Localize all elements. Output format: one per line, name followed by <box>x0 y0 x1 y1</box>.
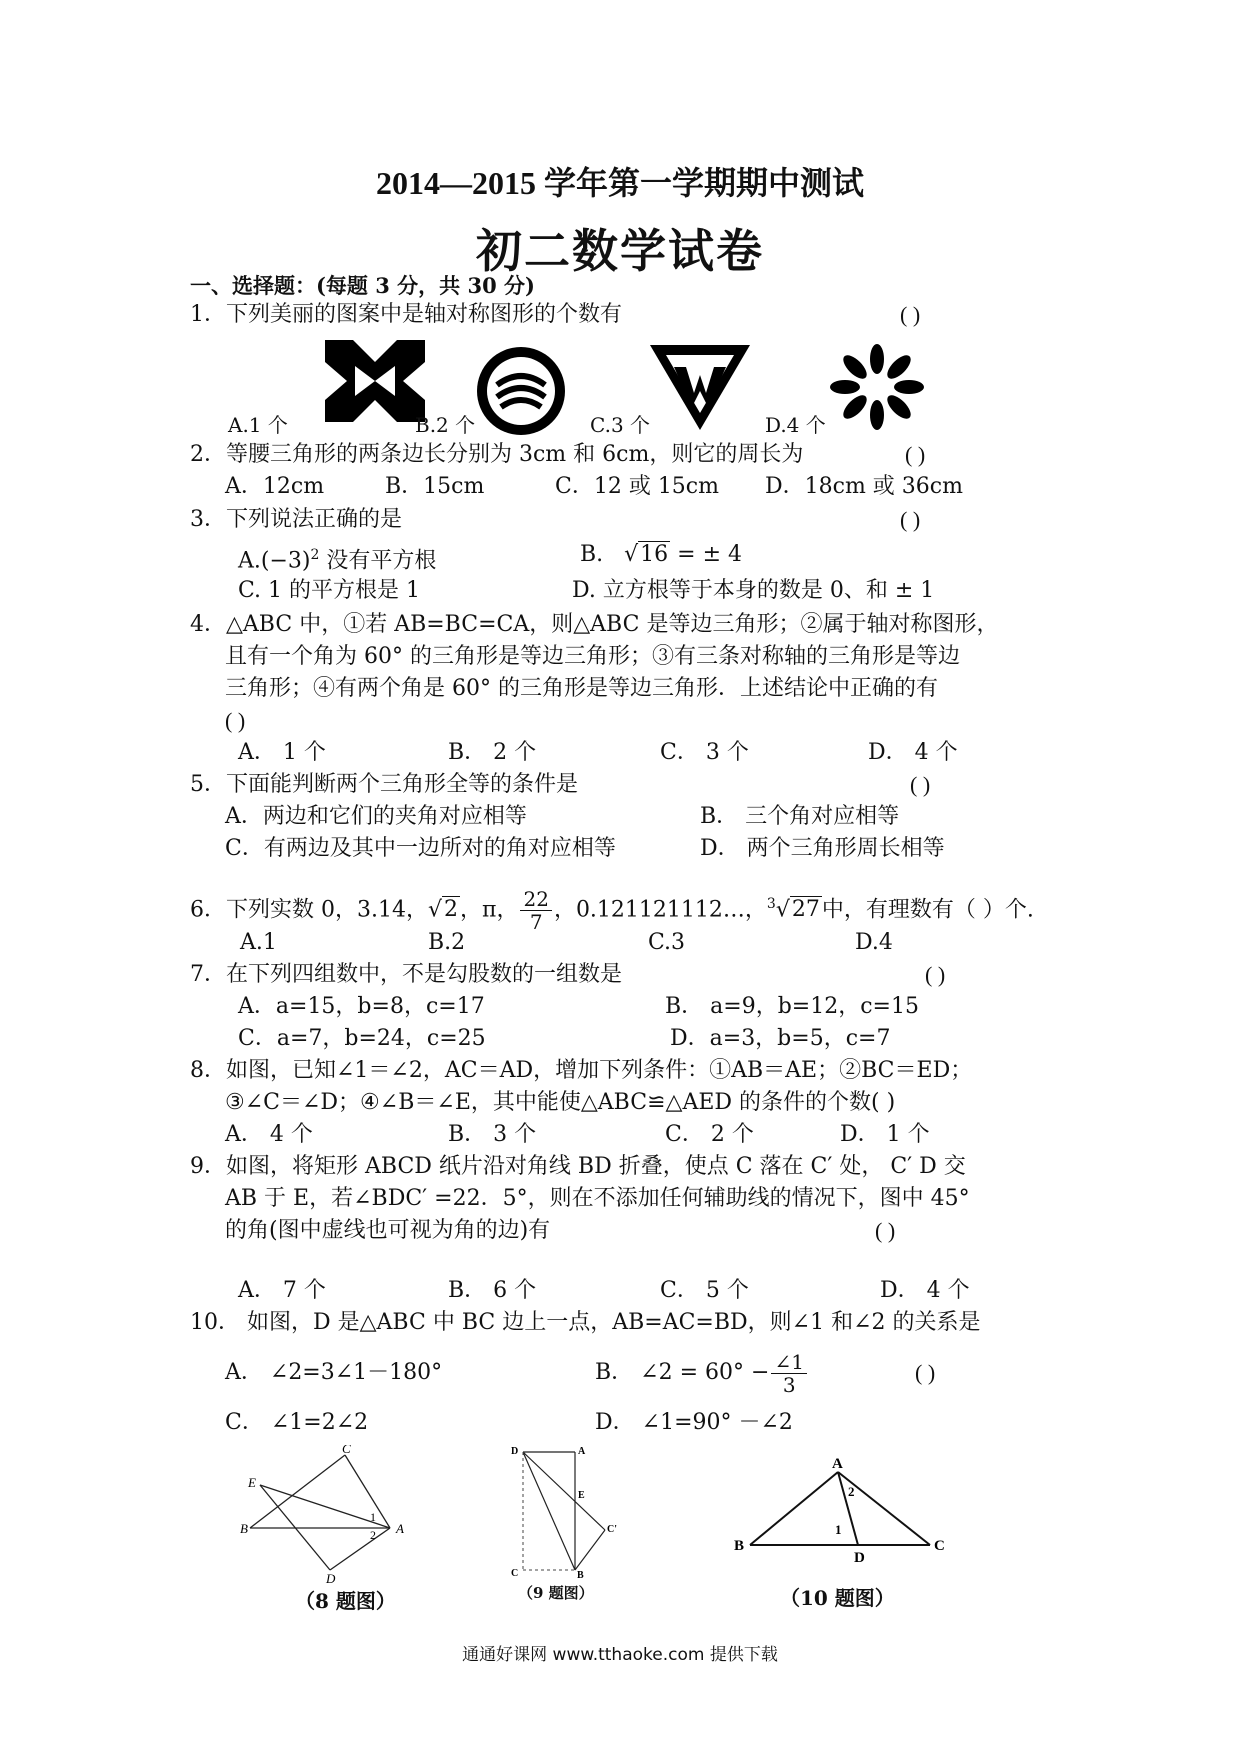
q3-b-radicand: 16 <box>640 542 669 567</box>
q8-line2: ③∠C＝∠D；④∠B＝∠E，其中能使△ABC≌△AED 的条件的个数( ) <box>225 1090 896 1115</box>
q1-stem: 1．下列美丽的图案中是轴对称图形的个数有 <box>190 302 622 327</box>
fig8-label-2: 2 <box>370 1528 376 1542</box>
q6-sqrt2: 2 <box>444 897 459 923</box>
q10-b-fraction <box>771 1351 806 1396</box>
q9-option-c: C． 5 个 <box>660 1278 749 1303</box>
q9-line2: AB 于 E，若∠BDC′ =22．5°，则在不添加任何辅助线的情况下，图中 45° <box>225 1186 970 1211</box>
fig10-label-1: 1 <box>835 1522 842 1537</box>
q8-option-c: C． 2 个 <box>665 1122 754 1147</box>
q1-option-d: D.4 个 <box>765 413 826 437</box>
fig10-label-2: 2 <box>848 1484 855 1499</box>
fig8-label-b: B <box>240 1521 248 1536</box>
q7-answer-paren: ( ) <box>925 962 946 987</box>
q9-option-d: D． 4 个 <box>880 1278 970 1303</box>
figure-9-caption: （9 题图） <box>518 1584 594 1602</box>
q6-suffix: 中，有理数有（ ）个. <box>821 897 1034 923</box>
q1-option-b: B.2 个 <box>415 413 476 437</box>
figure-8-diagram <box>230 1445 420 1585</box>
q6-mid: ，0.121121112…， <box>553 897 767 923</box>
q10-stem: 10． 如图，D 是△ABC 中 BC 边上一点，AB=AC=BD，则∠1 和∠2 的关系是 <box>190 1310 981 1335</box>
fig10-line-ac <box>838 1472 930 1545</box>
fig10-label-a: A <box>832 1456 843 1472</box>
q9-option-a: A． 7 个 <box>238 1278 326 1303</box>
q10-b-den: 3 <box>782 1372 796 1397</box>
q6-option-a: A.1 <box>240 930 277 955</box>
q3-a-exp: 2 <box>310 547 320 563</box>
fig8-line-ca <box>345 1455 390 1528</box>
q3-stem: 3．下列说法正确的是 <box>190 507 402 532</box>
q10-option-b <box>595 1345 809 1401</box>
q2-option-c: C．12 或 15cm <box>555 474 719 499</box>
q5-option-d: D． 两个三角形周长相等 <box>700 836 945 861</box>
q3-b-prefix: B. <box>580 542 604 567</box>
fig10-label-b: B <box>734 1538 745 1554</box>
fig9-label-d: D <box>511 1446 519 1457</box>
q1-option-c: C.3 个 <box>590 413 651 437</box>
fig9-label-e: E <box>578 1490 585 1501</box>
q4-option-b: B． 2 个 <box>448 740 537 765</box>
q5-option-c: C．有两边及其中一边所对的角对应相等 <box>225 836 616 861</box>
q5-answer-paren: ( ) <box>910 772 931 797</box>
q3-answer-paren: ( ) <box>900 507 921 532</box>
fig8-label-d: D <box>326 1571 336 1585</box>
q4-line3: 三角形；④有两个角是 60° 的三角形是等边三角形．上述结论中正确的有 <box>225 676 938 701</box>
exam-subtitle: 初二数学试卷 <box>476 224 764 278</box>
china-mobile-logo-icon <box>475 345 567 437</box>
flower-petals-icon <box>830 343 925 431</box>
q7-option-d: D．a=3，b=5，c=7 <box>670 1026 891 1051</box>
figure-10-diagram <box>730 1450 950 1570</box>
q10-b-prefix: B． ∠2 = 60° − <box>595 1360 770 1385</box>
q6-option-d: D.4 <box>855 930 893 955</box>
figure-10-caption: （10 题图） <box>780 1586 895 1610</box>
q6-stem: 6．下列实数 0，3.14，√2，π， $\frac{22}{7}$ ，0.121121112…，$^3$√27中，有理数有（ ）个. <box>190 886 1034 934</box>
q3-a-suffix: 没有平方根 <box>319 548 437 574</box>
q6-prefix: 6．下列实数 0，3.14， <box>190 897 428 923</box>
fig9-line-c-prime-b <box>575 1530 605 1570</box>
fig9-label-a: A <box>578 1446 586 1457</box>
q3-b-suffix: = ± 4 <box>670 542 743 567</box>
fig10-label-d: D <box>854 1550 865 1566</box>
exam-title: 2014—2015 学年第一学期期中测试 <box>375 165 864 201</box>
q3-option-a <box>238 540 436 576</box>
fig9-label-c: C <box>511 1568 519 1579</box>
q4-option-c: C． 3 个 <box>660 740 749 765</box>
q2-option-a: A．12cm <box>225 474 325 499</box>
fig8-label-1: 1 <box>370 1510 376 1524</box>
q6-pi: ，π， <box>460 897 519 923</box>
q6-frac-den: 7 <box>529 909 543 934</box>
q9-answer-paren: ( ) <box>875 1218 896 1243</box>
q10-option-c: C． ∠1=2∠2 <box>225 1410 369 1435</box>
triangle-w-logo-icon <box>650 345 750 430</box>
pinwheel-logo-icon <box>325 340 425 422</box>
q4-line2: 且有一个角为 60° 的三角形是等边三角形；③有三条对称轴的三角形是等边 <box>225 644 960 669</box>
q4-option-a: A． 1 个 <box>238 740 326 765</box>
q6-fraction <box>520 888 551 933</box>
q1-option-a: A.1 个 <box>228 413 288 437</box>
q10-option-a: A． ∠2=3∠1－180° <box>225 1360 443 1385</box>
q2-option-b: B．15cm <box>385 474 485 499</box>
q3-option-b: B. √16 = ± 4 <box>580 542 743 567</box>
q8-option-b: B． 3 个 <box>448 1122 537 1147</box>
q3-a-prefix: A. <box>238 548 261 574</box>
fig9-line-dc-prime <box>523 1452 605 1530</box>
fig8-label-a: A <box>396 1521 404 1536</box>
q10-answer-paren: ( ) <box>915 1360 936 1385</box>
fig10-line-ba <box>750 1472 838 1545</box>
fig8-line-bc <box>250 1455 345 1528</box>
q8-option-d: D． 1 个 <box>840 1122 930 1147</box>
q6-option-b: B.2 <box>428 930 466 955</box>
q10-option-d: D． ∠1=90° －∠2 <box>595 1410 793 1435</box>
fig8-line-da <box>330 1528 390 1570</box>
q7-stem: 7．在下列四组数中，不是勾股数的一组数是 <box>190 962 622 987</box>
q6-cube-index: 3 <box>766 896 776 912</box>
q9-line1: 9．如图，将矩形 ABCD 纸片沿对角线 BD 折叠，使点 C 落在 C′ 处， C′ D 交 <box>190 1154 966 1179</box>
q1-answer-paren: ( ) <box>900 302 921 327</box>
q5-option-a: A．两边和它们的夹角对应相等 <box>225 804 527 829</box>
q3-option-c: C. 1 的平方根是 1 <box>238 578 421 603</box>
q6-frac-num: 22 <box>520 888 551 911</box>
q2-stem: 2．等腰三角形的两条边长分别为 3cm 和 6cm，则它的周长为 <box>190 442 804 467</box>
q5-option-b: B． 三个角对应相等 <box>700 804 900 829</box>
q7-option-a: A．a=15，b=8，c=17 <box>238 994 485 1019</box>
q2-answer-paren: ( ) <box>905 442 926 467</box>
q4-option-d: D． 4 个 <box>868 740 958 765</box>
q3-a-base: (−3) <box>260 548 311 574</box>
q9-line3: 的角(图中虚线也可视为角的边)有 <box>225 1218 551 1243</box>
q5-stem: 5．下面能判断两个三角形全等的条件是 <box>190 772 578 797</box>
q10-b-num: ∠1 <box>771 1351 806 1374</box>
q7-option-b: B． a=9，b=12，c=15 <box>665 994 919 1019</box>
fig9-line-db <box>523 1452 575 1570</box>
q9-option-b: B． 6 个 <box>448 1278 537 1303</box>
q6-option-c: C.3 <box>648 930 686 955</box>
fig9-label-c-prime: C' <box>607 1524 617 1535</box>
fig9-label-b: B <box>577 1570 584 1581</box>
footer-source: 通通好课网 www.tthaoke.com 提供下载 <box>462 1645 778 1665</box>
q8-option-a: A． 4 个 <box>225 1122 313 1147</box>
q2-option-d: D．18cm 或 36cm <box>765 474 963 499</box>
figure-9-diagram <box>505 1440 625 1585</box>
figure-8-caption: （8 题图） <box>295 1589 396 1613</box>
q3-option-d: D. 立方根等于本身的数是 0、和 ± 1 <box>572 578 935 603</box>
q7-option-c: C．a=7，b=24，c=25 <box>238 1026 486 1051</box>
fig10-label-c: C <box>934 1538 945 1554</box>
q8-line1: 8．如图，已知∠1＝∠2，AC＝AD，增加下列条件：①AB＝AE；②BC＝ED； <box>190 1058 973 1083</box>
fig8-label-e: E <box>248 1475 256 1490</box>
q6-cube-radicand: 27 <box>791 897 820 923</box>
section-heading: 一、选择题：(每题 3 分，共 30 分) <box>190 273 535 298</box>
q4-answer-paren: ( ) <box>225 708 246 733</box>
fig8-label-c: C <box>342 1445 351 1456</box>
q4-line1: 4．△ABC 中，①若 AB=BC=CA，则△ABC 是等边三角形；②属于轴对称图形， <box>190 612 999 637</box>
